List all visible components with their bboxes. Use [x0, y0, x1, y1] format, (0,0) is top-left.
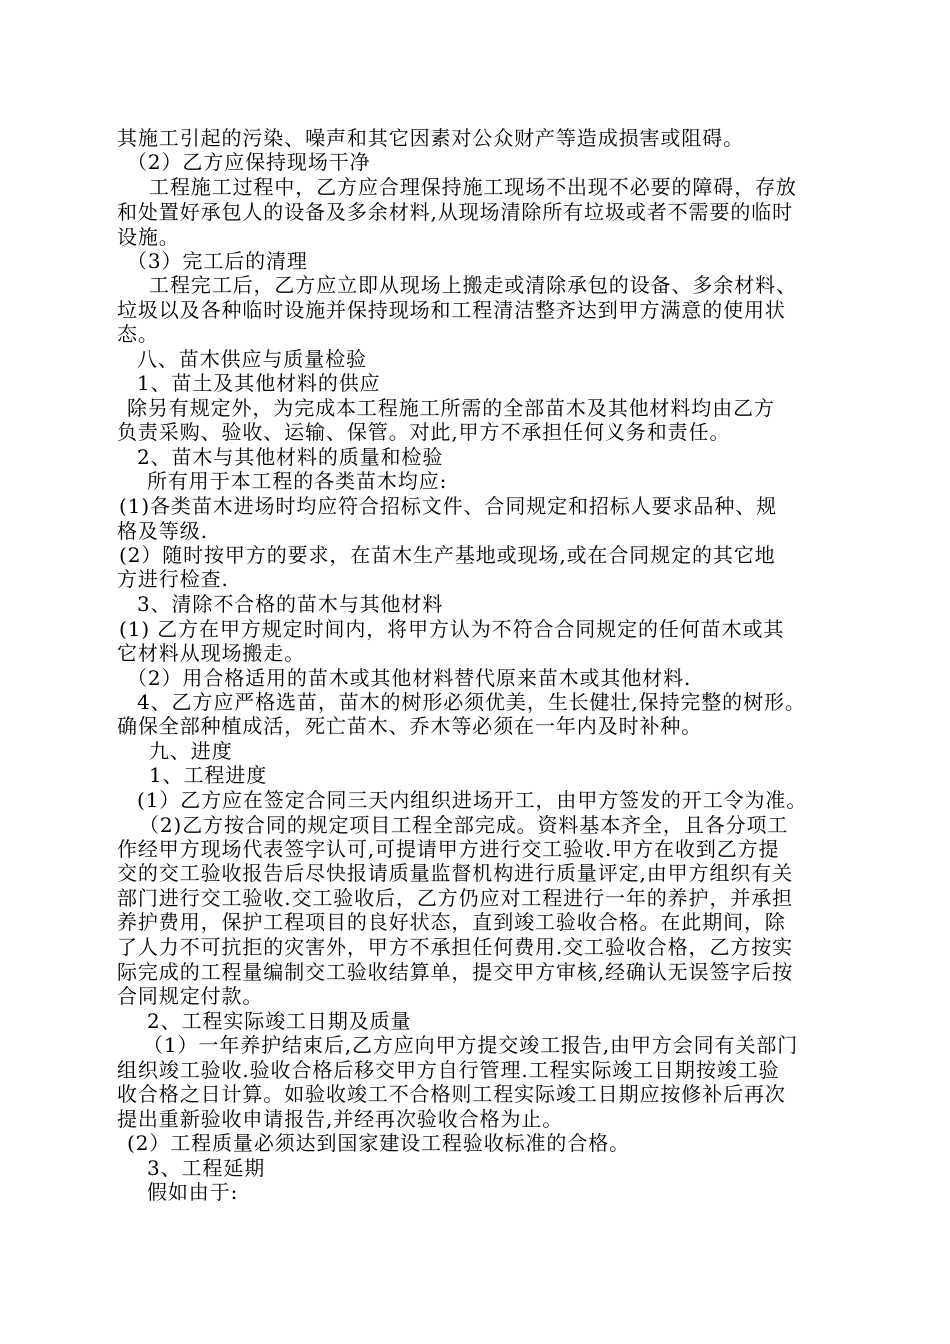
- text-line: 假如由于:: [147, 1180, 239, 1204]
- text-line: （3）完工后的清理: [127, 249, 308, 273]
- text-line: 和处置好承包人的设备及多余材料,从现场清除所有垃圾或者不需要的临时: [117, 200, 794, 224]
- text-line: 除另有规定外，为完成本工程施工所需的全部苗木及其他材料均由乙方: [127, 396, 775, 420]
- text-line: 八、苗木供应与质量检验: [137, 347, 367, 371]
- text-line: 提出重新验收申请报告,并经再次验收合格为止。: [117, 1107, 564, 1131]
- text-line: 合同规定付款。: [117, 984, 264, 1008]
- text-line: (1)各类苗木进场时均应符合招标文件、合同规定和招标人要求品种、规: [119, 494, 778, 518]
- text-line: （2）乙方应保持现场干净: [127, 150, 371, 174]
- text-line: (1) 乙方在甲方规定时间内，将甲方认为不符合合同规定的任何苗木或其: [119, 617, 785, 641]
- text-line: 作经甲方现场代表签字认可,可提请甲方进行交工验收.甲方在收到乙方提: [117, 837, 780, 861]
- text-line: 设施。: [117, 225, 180, 249]
- text-line: 格及等级.: [117, 519, 208, 543]
- text-line: (1）乙方应在签定合同三天内组织进场开工，由甲方签发的开工令为准。: [137, 788, 808, 812]
- text-line: 际完成的工程量编制交工验收结算单，提交甲方审核,经确认无误签字后按: [117, 960, 794, 984]
- text-line: 确保全部种植成活，死亡苗木、乔木等必须在一年内及时补种。: [117, 714, 703, 738]
- text-line: 垃圾以及各种临时设施并保持现场和工程清洁整齐达到甲方满意的使用状: [117, 298, 786, 322]
- text-line: 它材料从现场搬走。: [117, 641, 306, 665]
- text-line: 方进行检查.: [117, 567, 229, 591]
- text-line: 1、苗土及其他材料的供应: [137, 371, 381, 395]
- text-line: 养护费用，保护工程项目的良好状态，直到竣工验收合格。在此期间，除: [117, 910, 786, 934]
- text-line: 工程完工后，乙方应立即从现场上搬走或清除承包的设备、多余材料、: [149, 273, 797, 297]
- text-line: 部门进行交工验收.交工验收后，乙方仍应对工程进行一年的养护，并承担: [117, 886, 794, 910]
- text-line: 交的交工验收报告后尽快报请质量监督机构进行质量评定,由甲方组织有关: [117, 861, 794, 885]
- text-line: 3、工程延期: [147, 1156, 266, 1180]
- text-line: （2)乙方按合同的规定项目工程全部完成。资料基本齐全，且各分项工: [139, 813, 789, 837]
- text-line: 负责采购、验收、运输、保管。对此,甲方不承担任何义务和责任。: [117, 420, 731, 444]
- text-line: 2、苗木与其他材料的质量和检验: [137, 445, 444, 469]
- text-line: 收合格之日计算。如验收竣工不合格则工程实际竣工日期应按修补后再次: [117, 1082, 786, 1106]
- text-line: 1、工程进度: [149, 763, 268, 787]
- text-line: 工程施工过程中，乙方应合理保持施工现场不出现不必要的障碍，存放: [149, 175, 797, 199]
- text-line: 所有用于本工程的各类苗木均应:: [147, 469, 448, 493]
- text-line: 其施工引起的污染、噪声和其它因素对公众财产等造成损害或阻碍。: [117, 126, 744, 150]
- text-line: 九、进度: [149, 739, 233, 763]
- text-line: (2）工程质量必须达到国家建设工程验收标准的合格。: [127, 1131, 631, 1155]
- text-line: 组织竣工验收.验收合格后移交甲方自行管理.工程实际竣工日期按竣工验: [117, 1058, 780, 1082]
- text-line: （1）一年养护结束后,乙方应向甲方提交竣工报告,由甲方会同有关部门: [143, 1033, 799, 1057]
- text-line: 4、乙方应严格选苗，苗木的树形必须优美，生长健壮,保持完整的树形。: [137, 690, 806, 714]
- text-line: 3、清除不合格的苗木与其他材料: [137, 592, 444, 616]
- text-line: 2、工程实际竣工日期及质量: [147, 1009, 412, 1033]
- text-line: (2）随时按甲方的要求，在苗木生产基地或现场,或在合同规定的其它地: [119, 543, 776, 567]
- text-line: 了人力不可抗拒的灾害外，甲方不承担任何费用.交工验收合格，乙方按实: [117, 935, 794, 959]
- text-line: （2）用合格适用的苗木或其他材料替代原来苗木或其他材料.: [127, 666, 692, 690]
- text-line: 态。: [117, 322, 159, 346]
